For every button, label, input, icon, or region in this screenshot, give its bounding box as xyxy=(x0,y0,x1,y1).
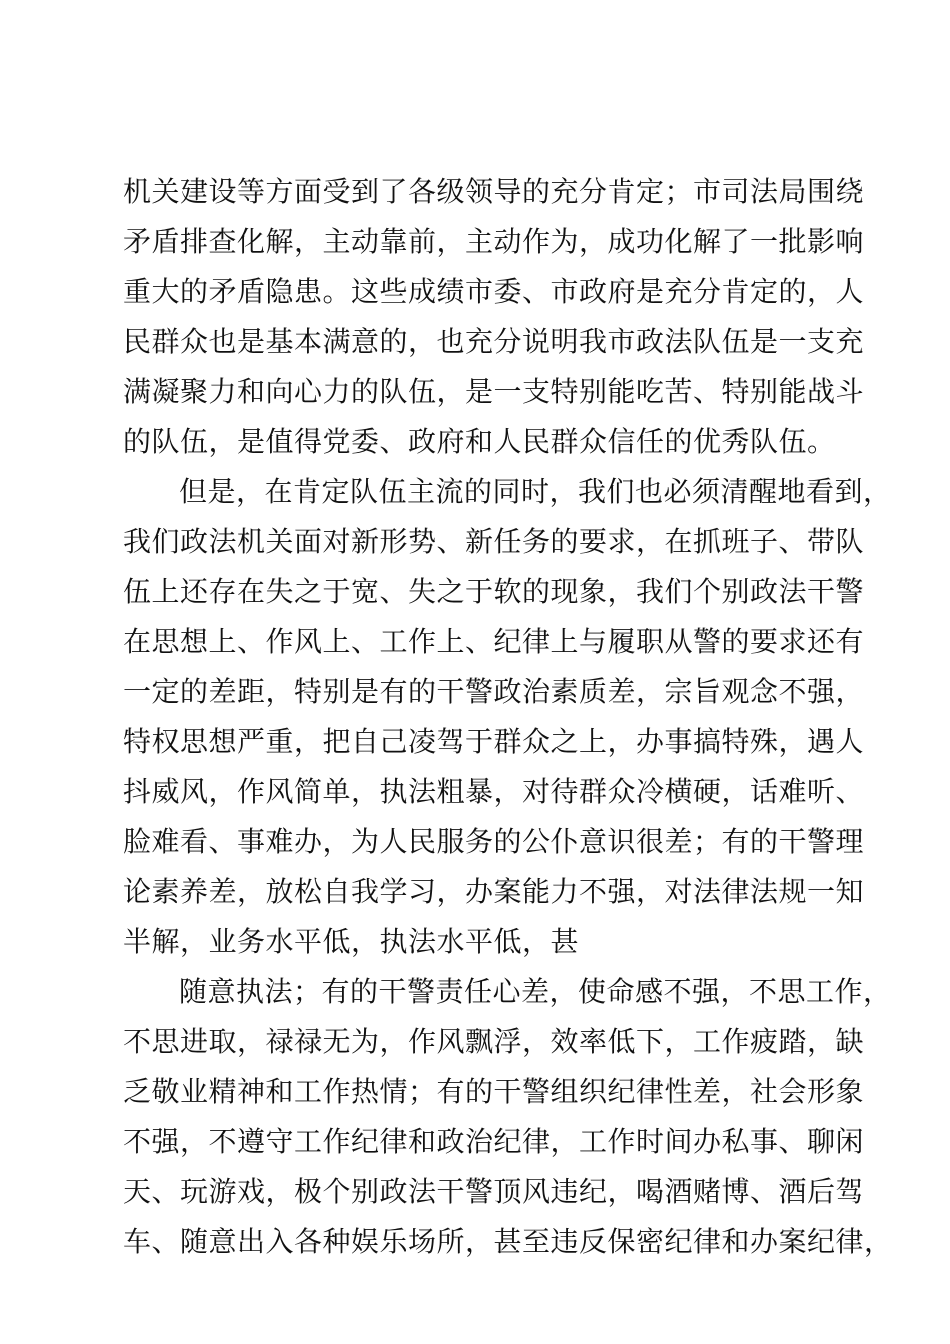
text-line-22: 车、随意出入各种娱乐场所，甚至违反保密纪律和办案纪律， xyxy=(123,1225,893,1258)
text-line-14: 脸难看、事难办，为人民服务的公仆意识很差；有的干警理 xyxy=(123,825,865,858)
text-line-21: 天、玩游戏，极个别政法干警顶风违纪，喝酒赌博、酒后驾 xyxy=(123,1175,865,1208)
text-line-13: 抖威风，作风简单，执法粗暴，对待群众冷横硬，话难听、 xyxy=(123,775,865,808)
text-line-15: 论素养差，放松自我学习，办案能力不强，对法律法规一知 xyxy=(123,875,865,908)
text-line-8: 我们政法机关面对新形势、新任务的要求，在抓班子、带队 xyxy=(123,525,865,558)
text-line-5: 满凝聚力和向心力的队伍，是一支特别能吃苦、特别能战斗 xyxy=(123,375,865,408)
text-line-20: 不强，不遵守工作纪律和政治纪律，工作时间办私事、聊闲 xyxy=(123,1125,865,1158)
text-line-16: 半解，业务水平低，执法水平低，甚 xyxy=(123,925,580,958)
text-line-11: 一定的差距，特别是有的干警政治素质差，宗旨观念不强， xyxy=(123,675,865,708)
text-line-6: 的队伍，是值得党委、政府和人民群众信任的优秀队伍。 xyxy=(123,425,836,458)
text-line-10: 在思想上、作风上、工作上、纪律上与履职从警的要求还有 xyxy=(123,625,865,658)
text-line-18: 不思进取，禄禄无为，作风飘浮，效率低下，工作疲踏，缺 xyxy=(123,1025,865,1058)
paragraph-start-line: 随意执法；有的干警责任心差，使命感不强，不思工作， xyxy=(179,975,892,1008)
text-line-3: 重大的矛盾隐患。这些成绩市委、市政府是充分肯定的，人 xyxy=(123,275,865,308)
text-line-9: 伍上还存在失之于宽、失之于软的现象，我们个别政法干警 xyxy=(123,575,865,608)
text-line-2: 矛盾排查化解，主动靠前，主动作为，成功化解了一批影响 xyxy=(123,225,865,258)
text-line-1: 机关建设等方面受到了各级领导的充分肯定；市司法局围绕 xyxy=(123,175,865,208)
paragraph-start-line: 但是，在肯定队伍主流的同时，我们也必须清醒地看到， xyxy=(179,475,892,508)
text-line-4: 民群众也是基本满意的，也充分说明我市政法队伍是一支充 xyxy=(123,325,865,358)
text-line-12: 特权思想严重，把自己凌驾于群众之上，办事搞特殊，遇人 xyxy=(123,725,865,758)
text-line-19: 乏敬业精神和工作热情；有的干警组织纪律性差，社会形象 xyxy=(123,1075,865,1108)
